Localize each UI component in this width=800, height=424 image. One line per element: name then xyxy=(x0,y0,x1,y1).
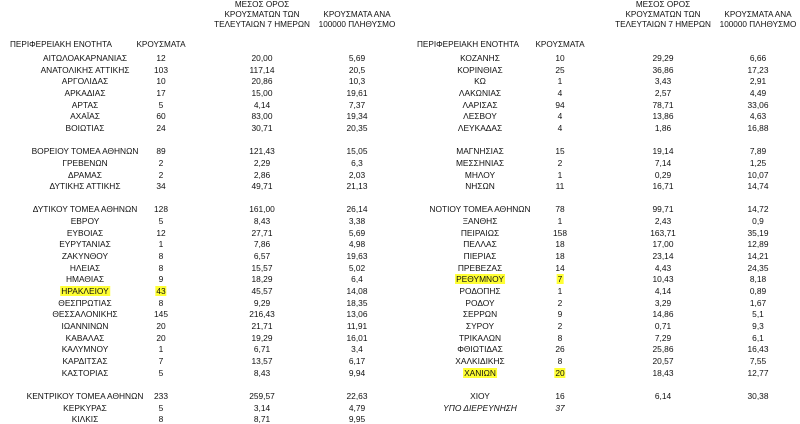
right-row-cases: 78 xyxy=(555,204,565,215)
left-row-per: 16,01 xyxy=(346,332,368,343)
right-row-name: ΝΟΤΙΟΥ ΤΟΜΕΑ ΑΘΗΝΩΝ xyxy=(429,204,531,215)
left-row-per: 21,13 xyxy=(346,181,368,192)
left-row-per: 14,08 xyxy=(346,286,368,296)
left-row-per: 7,37 xyxy=(348,99,366,110)
left-row-cases: 1 xyxy=(158,239,164,250)
left-row-cases: 12 xyxy=(156,53,166,63)
right-row-cases: 158 xyxy=(553,227,567,238)
right-row-name: ΚΟΡΙΝΘΙΑΣ xyxy=(457,64,503,75)
right-row-avg: 3,29 xyxy=(654,297,672,308)
right-row-avg: 10,43 xyxy=(652,274,674,285)
left-row-cases: 60 xyxy=(156,111,166,122)
right-row-avg: 1,86 xyxy=(654,122,672,133)
left-row-per: 5,02 xyxy=(348,262,366,273)
right-row-per: 16,43 xyxy=(747,344,769,355)
left-header-per-line2: 100000 ΠΛΗΘΥΣΜΟ xyxy=(318,20,396,29)
left-row-name: ΔΥΤΙΚΟΥ ΤΟΜΕΑ ΑΘΗΝΩΝ xyxy=(32,204,138,215)
right-row-cases: 10 xyxy=(555,53,565,63)
right-row-per: 1,25 xyxy=(749,157,767,168)
left-row-per: 4,98 xyxy=(348,239,366,250)
left-row-per: 6,17 xyxy=(348,355,366,366)
left-row-name: ΗΡΑΚΛΕΙΟΥ xyxy=(61,286,109,296)
left-row-avg: 30,71 xyxy=(251,122,273,133)
left-row-per: 19,63 xyxy=(346,251,368,262)
left-row-cases: 20 xyxy=(156,320,166,331)
right-row-avg: 14,86 xyxy=(652,309,674,320)
left-row-per: 9,94 xyxy=(348,367,366,378)
left-row-avg: 6,57 xyxy=(253,251,271,262)
right-row-name: ΜΑΓΝΗΣΙΑΣ xyxy=(456,146,504,157)
right-row-avg: 25,86 xyxy=(652,344,674,355)
right-row-cases: 11 xyxy=(555,181,565,192)
right-row-per: 4,49 xyxy=(749,87,767,98)
right-row-avg: 2,43 xyxy=(654,216,672,227)
right-row-per: 14,21 xyxy=(747,251,769,262)
right-row-name: ΣΥΡΟΥ xyxy=(465,320,495,331)
left-row-name: ΚΑΡΔΙΤΣΑΣ xyxy=(62,355,108,366)
right-row-per: 0,9 xyxy=(752,216,764,227)
left-row-avg: 161,00 xyxy=(249,204,275,215)
left-row-avg: 4,14 xyxy=(253,99,271,110)
right-row-name: ΧΑΝΙΩΝ xyxy=(464,367,496,378)
left-row-avg: 8,43 xyxy=(253,216,271,227)
right-row-avg: 13,86 xyxy=(652,111,674,122)
right-row-name: ΛΑΚΩΝΙΑΣ xyxy=(458,87,502,98)
left-row-per: 3,38 xyxy=(348,216,366,227)
right-row-name: ΡΟΔΟΠΗΣ xyxy=(459,286,501,296)
left-header-avg-line2: ΚΡΟΥΣΜΑΤΩΝ ΤΩΝ xyxy=(224,10,300,19)
left-row-per: 9,95 xyxy=(348,414,366,424)
right-row-cases: 8 xyxy=(557,332,563,343)
left-row-name: ΔΡΑΜΑΣ xyxy=(68,169,102,180)
left-row-per: 18,35 xyxy=(346,297,368,308)
right-row-name: ΠΕΛΛΑΣ xyxy=(463,239,497,250)
left-row-avg: 27,71 xyxy=(251,227,273,238)
left-row-name: ΓΡΕΒΕΝΩΝ xyxy=(62,157,108,168)
left-row-per: 5,69 xyxy=(348,53,366,63)
left-header-per-line1: ΚΡΟΥΣΜΑΤΑ ΑΝΑ xyxy=(323,10,391,19)
left-row-cases: 10 xyxy=(156,76,166,87)
right-row-name: ΡΕΘΥΜΝΟΥ xyxy=(456,274,504,285)
left-row-per: 13,06 xyxy=(346,309,368,320)
right-row-name: ΝΗΣΩΝ xyxy=(465,181,495,192)
right-row-cases: 18 xyxy=(555,239,565,250)
right-row-cases: 94 xyxy=(555,99,565,110)
right-header-avg-line3: ΤΕΛΕΥΤΑΙΩΝ 7 ΗΜΕΡΩΝ xyxy=(615,20,711,29)
left-row-name: ΒΟΙΩΤΙΑΣ xyxy=(65,122,105,133)
left-row-avg: 8,71 xyxy=(253,414,271,424)
left-header-region: ΠΕΡΙΦΕΡΕΙΑΚΗ ΕΝΟΤΗΤΑ xyxy=(10,40,112,49)
right-row-cases: 4 xyxy=(557,111,563,122)
left-row-avg: 45,57 xyxy=(251,286,273,296)
right-row-cases: 9 xyxy=(557,309,563,320)
right-row-name: ΠΕΙΡΑΙΩΣ xyxy=(460,227,500,238)
left-row-name: ΚΕΡΚΥΡΑΣ xyxy=(63,402,107,413)
right-row-name: ΛΕΥΚΑΔΑΣ xyxy=(457,122,503,133)
right-row-name: ΜΕΣΣΗΝΙΑΣ xyxy=(455,157,505,168)
left-row-per: 19,61 xyxy=(346,87,368,98)
left-row-cases: 20 xyxy=(156,332,166,343)
right-row-name: ΣΕΡΡΩΝ xyxy=(462,309,498,320)
left-row-cases: 128 xyxy=(154,204,168,215)
left-row-name: ΑΝΑΤΟΛΙΚΗΣ ΑΤΤΙΚΗΣ xyxy=(40,64,130,75)
left-row-name: ΚΑΛΥΜΝΟΥ xyxy=(61,344,109,355)
right-row-cases: 1 xyxy=(557,216,563,227)
left-row-avg: 13,57 xyxy=(251,355,273,366)
left-row-name: ΙΩΑΝΝΙΝΩΝ xyxy=(61,320,109,331)
right-row-avg: 0,71 xyxy=(654,320,672,331)
right-row-avg: 3,43 xyxy=(654,76,672,87)
left-row-cases: 233 xyxy=(154,390,168,401)
right-row-name: ΠΙΕΡΙΑΣ xyxy=(463,251,497,262)
left-row-per: 6,4 xyxy=(351,274,363,285)
right-row-per: 17,23 xyxy=(747,64,769,75)
left-header-per xyxy=(319,10,396,30)
right-row-avg: 7,14 xyxy=(654,157,672,168)
right-row-cases: 4 xyxy=(557,87,563,98)
left-row-cases: 17 xyxy=(156,87,166,98)
right-header-per-line2: 100000 ΠΛΗΘΥΣΜΟ xyxy=(719,20,797,29)
left-row-name: ΚΕΝΤΡΙΚΟΥ ΤΟΜΕΑ ΑΘΗΝΩΝ xyxy=(26,390,144,401)
right-row-cases: 2 xyxy=(557,157,563,168)
right-row-avg: 29,29 xyxy=(652,53,674,63)
left-row-avg: 20,86 xyxy=(251,76,273,87)
right-header-per-line1: ΚΡΟΥΣΜΑΤΑ ΑΝΑ xyxy=(724,10,792,19)
left-row-name: ΕΒΡΟΥ xyxy=(70,216,100,227)
left-row-name: ΘΕΣΠΡΩΤΙΑΣ xyxy=(58,297,112,308)
right-row-name: ΛΑΡΙΣΑΣ xyxy=(462,99,498,110)
right-row-cases: 25 xyxy=(555,64,565,75)
right-row-avg: 4,14 xyxy=(654,286,672,296)
right-row-avg: 99,71 xyxy=(652,204,674,215)
right-row-cases: 2 xyxy=(557,320,563,331)
right-row-cases: 20 xyxy=(555,367,565,378)
right-row-per: 6,1 xyxy=(752,332,764,343)
left-row-cases: 5 xyxy=(158,99,164,110)
left-row-cases: 24 xyxy=(156,122,166,133)
right-row-cases: 2 xyxy=(557,297,563,308)
right-header-avg xyxy=(615,0,711,30)
left-row-avg: 15,57 xyxy=(251,262,273,273)
left-row-name: ΚΙΛΚΙΣ xyxy=(71,414,99,424)
left-row-avg: 259,57 xyxy=(249,390,275,401)
right-row-per: 2,91 xyxy=(749,76,767,87)
left-row-avg: 83,00 xyxy=(251,111,273,122)
left-row-cases: 7 xyxy=(158,355,164,366)
left-row-per: 19,34 xyxy=(346,111,368,122)
right-row-cases: 16 xyxy=(555,390,565,401)
right-row-per: 14,72 xyxy=(747,204,769,215)
right-row-avg: 163,71 xyxy=(650,227,676,238)
left-row-avg: 21,71 xyxy=(251,320,273,331)
right-row-avg: 0,29 xyxy=(654,169,672,180)
right-row-avg: 7,29 xyxy=(654,332,672,343)
left-row-name: ΕΥΒΟΙΑΣ xyxy=(66,227,104,238)
right-row-cases: 14 xyxy=(555,262,565,273)
left-row-name: ΑΙΤΩΛΟΑΚΑΡΝΑΝΙΑΣ xyxy=(42,53,128,63)
left-row-name: ΚΑΒΑΛΑΣ xyxy=(65,332,105,343)
right-header-avg-line2: ΚΡΟΥΣΜΑΤΩΝ ΤΩΝ xyxy=(625,10,701,19)
left-row-cases: 8 xyxy=(158,262,164,273)
right-row-per: 14,74 xyxy=(747,181,769,192)
left-row-avg: 19,29 xyxy=(251,332,273,343)
right-row-cases: 1 xyxy=(557,76,563,87)
right-row-name: ΡΟΔΟΥ xyxy=(465,297,495,308)
left-row-cases: 145 xyxy=(154,309,168,320)
left-row-avg: 49,71 xyxy=(251,181,273,192)
left-row-cases: 9 xyxy=(158,274,164,285)
left-row-per: 20,5 xyxy=(348,64,366,75)
right-row-per: 7,55 xyxy=(749,355,767,366)
right-row-cases: 7 xyxy=(557,274,563,285)
left-row-cases: 8 xyxy=(158,297,164,308)
left-row-avg: 216,43 xyxy=(249,309,275,320)
right-row-name: ΞΑΝΘΗΣ xyxy=(462,216,498,227)
left-row-cases: 12 xyxy=(156,227,166,238)
left-row-cases: 1 xyxy=(158,344,164,355)
left-row-cases: 5 xyxy=(158,216,164,227)
left-row-per: 22,63 xyxy=(346,390,368,401)
left-row-cases: 34 xyxy=(156,181,166,192)
right-row-name: ΧΑΛΚΙΔΙΚΗΣ xyxy=(455,355,505,366)
left-header-avg xyxy=(214,0,310,30)
left-row-cases: 5 xyxy=(158,367,164,378)
right-row-name: ΚΟΖΑΝΗΣ xyxy=(460,53,500,63)
left-row-avg: 18,29 xyxy=(251,274,273,285)
right-row-per: 35,19 xyxy=(747,227,769,238)
right-header-avg-line1: ΜΕΣΟΣ ΟΡΟΣ xyxy=(635,0,691,9)
left-row-name: ΔΥΤΙΚΗΣ ΑΤΤΙΚΗΣ xyxy=(49,181,121,192)
right-row-cases: 26 xyxy=(555,344,565,355)
left-row-name: ΑΡΚΑΔΙΑΣ xyxy=(64,87,106,98)
left-row-name: ΚΑΣΤΟΡΙΑΣ xyxy=(61,367,109,378)
left-row-per: 20,35 xyxy=(346,122,368,133)
left-row-avg: 9,29 xyxy=(253,297,271,308)
right-row-name: ΥΠΟ ΔΙΕΡΕΥΝΗΣΗ xyxy=(443,402,517,413)
right-row-name: ΦΘΙΩΤΙΔΑΣ xyxy=(457,344,503,355)
left-row-per: 3,4 xyxy=(351,344,363,355)
left-row-per: 2,03 xyxy=(348,169,366,180)
right-row-avg: 36,86 xyxy=(652,64,674,75)
left-header-avg-line1: ΜΕΣΟΣ ΟΡΟΣ xyxy=(234,0,290,9)
right-row-per: 30,38 xyxy=(747,390,769,401)
left-row-avg: 8,43 xyxy=(253,367,271,378)
right-row-per: 12,77 xyxy=(747,367,769,378)
left-row-cases: 103 xyxy=(154,64,168,75)
right-row-name: ΠΡΕΒΕΖΑΣ xyxy=(457,262,503,273)
left-row-name: ΗΛΕΙΑΣ xyxy=(69,262,101,273)
right-row-per: 9,3 xyxy=(752,320,764,331)
left-row-name: ΑΡΓΟΛΙΔΑΣ xyxy=(61,76,109,87)
left-row-avg: 2,29 xyxy=(253,157,271,168)
right-row-per: 5,1 xyxy=(752,309,764,320)
left-row-cases: 5 xyxy=(158,402,164,413)
left-row-avg: 2,86 xyxy=(253,169,271,180)
right-row-per: 12,89 xyxy=(747,239,769,250)
right-row-per: 0,89 xyxy=(749,286,767,296)
right-header-region: ΠΕΡΙΦΕΡΕΙΑΚΗ ΕΝΟΤΗΤΑ xyxy=(417,40,519,49)
left-row-avg: 3,14 xyxy=(253,402,271,413)
left-header-cases: ΚΡΟΥΣΜΑΤΑ xyxy=(136,40,186,49)
right-row-avg: 6,14 xyxy=(654,390,672,401)
right-row-per: 33,06 xyxy=(747,99,769,110)
right-row-name: ΛΕΣΒΟΥ xyxy=(463,111,497,122)
right-row-avg: 20,57 xyxy=(652,355,674,366)
left-row-avg: 6,71 xyxy=(253,344,271,355)
right-row-name: ΧΙΟΥ xyxy=(470,390,490,401)
left-row-name: ΗΜΑΘΙΑΣ xyxy=(65,274,105,285)
left-row-per: 5,69 xyxy=(348,227,366,238)
right-row-avg: 2,57 xyxy=(654,87,672,98)
left-row-name: ΘΕΣΣΑΛΟΝΙΚΗΣ xyxy=(52,309,118,320)
right-row-avg: 18,43 xyxy=(652,367,674,378)
right-row-avg: 16,71 xyxy=(652,181,674,192)
left-row-per: 11,91 xyxy=(346,320,368,331)
left-row-per: 15,05 xyxy=(346,146,368,157)
right-header-cases: ΚΡΟΥΣΜΑΤΑ xyxy=(535,40,585,49)
left-row-cases: 2 xyxy=(158,169,164,180)
right-row-cases: 8 xyxy=(557,355,563,366)
right-row-per: 4,63 xyxy=(749,111,767,122)
right-row-avg: 19,14 xyxy=(652,146,674,157)
left-row-name: ΑΡΤΑΣ xyxy=(71,99,99,110)
right-row-per: 1,67 xyxy=(749,297,767,308)
left-row-cases: 89 xyxy=(156,146,166,157)
left-row-per: 10,3 xyxy=(348,76,366,87)
left-row-avg: 20,00 xyxy=(251,53,273,63)
left-row-avg: 117,14 xyxy=(249,64,275,75)
left-row-cases: 2 xyxy=(158,157,164,168)
right-row-per: 8,18 xyxy=(749,274,767,285)
left-header-avg-line3: ΤΕΛΕΥΤΑΙΩΝ 7 ΗΜΕΡΩΝ xyxy=(214,20,310,29)
right-row-per: 16,88 xyxy=(747,122,769,133)
left-row-name: ΕΥΡΥΤΑΝΙΑΣ xyxy=(59,239,111,250)
right-row-per: 10,07 xyxy=(747,169,769,180)
right-header-per xyxy=(720,10,797,30)
right-row-per: 7,89 xyxy=(749,146,767,157)
right-row-name: ΚΩ xyxy=(474,76,486,87)
left-row-name: ΑΧΑΪΑΣ xyxy=(70,111,100,122)
left-row-name: ΖΑΚΥΝΘΟΥ xyxy=(61,251,109,262)
left-row-avg: 7,86 xyxy=(253,239,271,250)
right-row-per: 6,66 xyxy=(749,53,767,63)
left-row-cases: 43 xyxy=(156,286,166,296)
right-row-cases: 1 xyxy=(557,169,563,180)
right-row-cases: 18 xyxy=(555,251,565,262)
right-row-avg: 17,00 xyxy=(652,239,674,250)
right-row-avg: 4,43 xyxy=(654,262,672,273)
left-row-per: 6,3 xyxy=(351,157,363,168)
left-row-cases: 8 xyxy=(158,414,164,424)
left-row-avg: 121,43 xyxy=(249,146,275,157)
right-row-cases: 1 xyxy=(557,286,563,296)
right-row-per: 24,35 xyxy=(747,262,769,273)
left-row-per: 4,79 xyxy=(348,402,366,413)
right-row-avg: 78,71 xyxy=(652,99,674,110)
left-row-avg: 15,00 xyxy=(251,87,273,98)
left-row-cases: 8 xyxy=(158,251,164,262)
right-row-name: ΜΗΛΟΥ xyxy=(464,169,496,180)
right-row-cases: 4 xyxy=(557,122,563,133)
left-row-name: ΒΟΡΕΙΟΥ ΤΟΜΕΑ ΑΘΗΝΩΝ xyxy=(31,146,139,157)
left-row-per: 26,14 xyxy=(346,204,368,215)
right-row-name: ΤΡΙΚΑΛΩΝ xyxy=(458,332,502,343)
right-row-cases: 15 xyxy=(555,146,565,157)
right-row-cases: 37 xyxy=(555,402,565,413)
right-row-avg: 23,14 xyxy=(652,251,674,262)
